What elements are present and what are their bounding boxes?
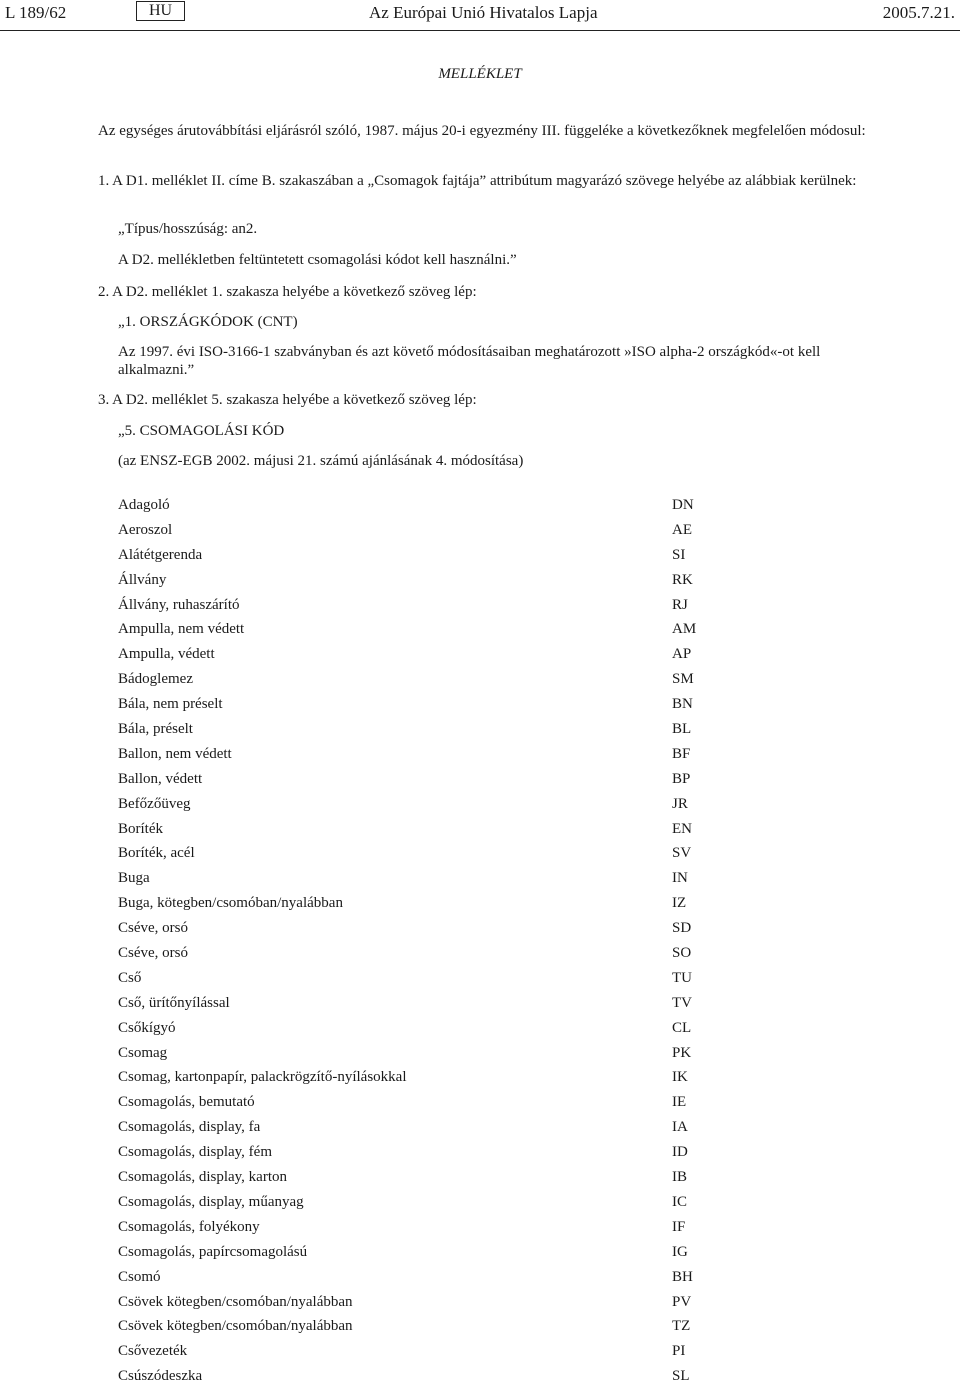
page-header bbox=[0, 0, 960, 31]
packaging-name: Befőzőüveg bbox=[118, 795, 191, 812]
packaging-name: Ballon, nem védett bbox=[118, 745, 232, 762]
packaging-code: PV bbox=[672, 1293, 692, 1310]
packaging-code: IE bbox=[672, 1094, 687, 1111]
packaging-code: IF bbox=[672, 1218, 686, 1235]
table-row bbox=[118, 1318, 718, 1343]
packaging-name: Ballon, védett bbox=[118, 770, 203, 787]
table-row bbox=[118, 1069, 718, 1094]
packaging-code: TV bbox=[672, 994, 692, 1011]
packaging-code: AP bbox=[672, 646, 692, 663]
packaging-name: Csomagolás, bemutató bbox=[118, 1094, 255, 1111]
intro-paragraph: Az egységes árutovábbítási eljárásról szóló, 1987. május 20-i egyezmény III. függeléke a következőknek megfelelően módosul: bbox=[98, 123, 866, 139]
item-1-type-length: „Típus/hosszúság: an2. bbox=[118, 221, 258, 237]
table-row bbox=[118, 1219, 718, 1244]
packaging-code: IA bbox=[672, 1119, 688, 1136]
table-row bbox=[118, 621, 718, 646]
packaging-name: Csomagolás, display, fa bbox=[118, 1119, 261, 1136]
packaging-name: Csövek kötegben/csomóban/nyalábban bbox=[118, 1293, 353, 1310]
packaging-code: TZ bbox=[672, 1318, 691, 1335]
packaging-code: BF bbox=[672, 745, 691, 762]
packaging-name: Csomag bbox=[118, 1044, 168, 1061]
table-row bbox=[118, 945, 718, 970]
packaging-code: BL bbox=[672, 721, 692, 738]
table-row bbox=[118, 671, 718, 696]
publication-date: 2005.7.21. bbox=[882, 3, 955, 22]
packaging-name: Aeroszol bbox=[118, 521, 173, 538]
annex-title: MELLÉKLET bbox=[438, 66, 522, 82]
item-2-heading: „1. ORSZÁGKÓDOK (CNT) bbox=[118, 314, 298, 330]
item-3-text: 3. A D2. melléklet 5. szakasza helyébe a következő szöveg lép: bbox=[98, 392, 477, 408]
packaging-name: Csomag, kartonpapír, palackrögzítő-nyílásokkal bbox=[118, 1069, 407, 1086]
table-row bbox=[118, 995, 718, 1020]
table-row bbox=[118, 1119, 718, 1144]
packaging-name: Csőkígyó bbox=[118, 1019, 176, 1036]
packaging-code: ID bbox=[672, 1144, 688, 1161]
packaging-name: Csomagolás, display, fém bbox=[118, 1144, 273, 1161]
packaging-code: IB bbox=[672, 1169, 687, 1186]
table-row bbox=[118, 696, 718, 721]
language-badge: HU bbox=[136, 1, 185, 21]
table-row bbox=[118, 1045, 718, 1070]
packaging-code: IK bbox=[672, 1069, 688, 1086]
item-2-body: Az 1997. évi ISO-3166-1 szabványban és azt követő módosításaiban meghatározott »ISO alpha-2 országkód«-ot kell alkalmazni.” bbox=[118, 344, 821, 378]
packaging-name: Cső bbox=[118, 969, 142, 986]
table-row bbox=[118, 1094, 718, 1119]
packaging-code: SD bbox=[672, 920, 692, 937]
packaging-name: Csomó bbox=[118, 1268, 161, 1285]
table-row bbox=[118, 721, 718, 746]
packaging-name: Adagoló bbox=[118, 497, 170, 513]
table-row bbox=[118, 920, 718, 945]
table-row bbox=[118, 497, 718, 522]
table-row bbox=[118, 1269, 718, 1294]
packaging-code: AM bbox=[672, 621, 697, 638]
packaging-name: Csomagolás, display, műanyag bbox=[118, 1193, 304, 1210]
packaging-name: Boríték, acél bbox=[118, 845, 195, 862]
packaging-code: IN bbox=[672, 870, 688, 887]
item-3-subheading: (az ENSZ-EGB 2002. májusi 21. számú ajánlásának 4. módosítása) bbox=[118, 453, 524, 469]
packaging-name: Cséve, orsó bbox=[118, 945, 188, 962]
item-1-packaging-note: A D2. mellékletben feltüntetett csomagolási kódot kell használni.” bbox=[118, 252, 517, 268]
packaging-name: Boríték bbox=[118, 820, 163, 837]
table-row bbox=[118, 1194, 718, 1219]
item-2-text: 2. A D2. melléklet 1. szakasza helyébe a következő szöveg lép: bbox=[98, 284, 477, 300]
packaging-code: SI bbox=[672, 546, 686, 563]
packaging-code: DN bbox=[672, 497, 694, 513]
table-row bbox=[118, 1169, 718, 1194]
table-row bbox=[118, 845, 718, 870]
packaging-name: Bála, nem préselt bbox=[118, 696, 223, 713]
packaging-code: BH bbox=[672, 1268, 693, 1285]
table-row bbox=[118, 1244, 718, 1269]
packaging-code-table bbox=[118, 497, 718, 1393]
item-1-text: 1. A D1. melléklet II. címe B. szakaszában a „Csomagok fajtája” attribútum magyarázó szövege helyébe az alábbiak kerülnek: bbox=[98, 173, 857, 189]
packaging-name: Csomagolás, papírcsomagolású bbox=[118, 1243, 308, 1260]
packaging-code: SM bbox=[672, 671, 694, 688]
packaging-name: Csomagolás, folyékony bbox=[118, 1218, 260, 1235]
page-number: L 189/62 bbox=[5, 3, 67, 22]
packaging-code: PI bbox=[672, 1343, 686, 1360]
packaging-name: Alátétgerenda bbox=[118, 546, 203, 563]
table-row bbox=[118, 1368, 718, 1393]
table-row bbox=[118, 646, 718, 671]
packaging-name: Ampulla, védett bbox=[118, 646, 215, 663]
packaging-name: Állvány bbox=[118, 571, 167, 588]
packaging-code: CL bbox=[672, 1019, 692, 1036]
table-row bbox=[118, 1144, 718, 1169]
packaging-code: IZ bbox=[672, 895, 687, 912]
packaging-code: SL bbox=[672, 1368, 690, 1385]
table-row bbox=[118, 895, 718, 920]
packaging-name: Buga bbox=[118, 870, 150, 887]
packaging-name: Cső, ürítőnyílással bbox=[118, 994, 230, 1011]
packaging-name: Bála, préselt bbox=[118, 721, 193, 738]
packaging-name: Bádoglemez bbox=[118, 671, 193, 688]
packaging-code: TU bbox=[672, 969, 692, 986]
packaging-code: SV bbox=[672, 845, 692, 862]
packaging-code: PK bbox=[672, 1044, 692, 1061]
table-row bbox=[118, 522, 718, 547]
packaging-code: EN bbox=[672, 820, 692, 837]
table-row bbox=[118, 796, 718, 821]
table-row bbox=[118, 547, 718, 572]
packaging-code: RK bbox=[672, 571, 693, 588]
table-row bbox=[118, 1294, 718, 1319]
packaging-code: SO bbox=[672, 945, 692, 962]
packaging-code: RJ bbox=[672, 596, 688, 613]
table-row bbox=[118, 870, 718, 895]
packaging-name: Csomagolás, display, karton bbox=[118, 1169, 288, 1186]
table-row bbox=[118, 1020, 718, 1045]
packaging-name: Állvány, ruhaszárító bbox=[118, 596, 240, 613]
packaging-code: IG bbox=[672, 1243, 688, 1260]
packaging-code: BP bbox=[672, 770, 691, 787]
table-row bbox=[118, 970, 718, 995]
table-row bbox=[118, 821, 718, 846]
packaging-code: BN bbox=[672, 696, 693, 713]
journal-title: Az Európai Unió Hivatalos Lapja bbox=[369, 3, 598, 22]
packaging-code: JR bbox=[672, 795, 688, 812]
packaging-name: Csúszódeszka bbox=[118, 1368, 203, 1385]
packaging-code: AE bbox=[672, 521, 692, 538]
packaging-name: Buga, kötegben/csomóban/nyalábban bbox=[118, 895, 343, 912]
packaging-code: IC bbox=[672, 1193, 687, 1210]
packaging-name: Csővezeték bbox=[118, 1343, 188, 1360]
table-row bbox=[118, 746, 718, 771]
table-row bbox=[118, 597, 718, 622]
packaging-name: Cséve, orsó bbox=[118, 920, 188, 937]
packaging-name: Csövek kötegben/csomóban/nyalábban bbox=[118, 1318, 353, 1335]
item-3-heading: „5. CSOMAGOLÁSI KÓD bbox=[118, 423, 285, 439]
packaging-name: Ampulla, nem védett bbox=[118, 621, 245, 638]
table-row bbox=[118, 572, 718, 597]
table-row bbox=[118, 1343, 718, 1368]
table-row bbox=[118, 771, 718, 796]
